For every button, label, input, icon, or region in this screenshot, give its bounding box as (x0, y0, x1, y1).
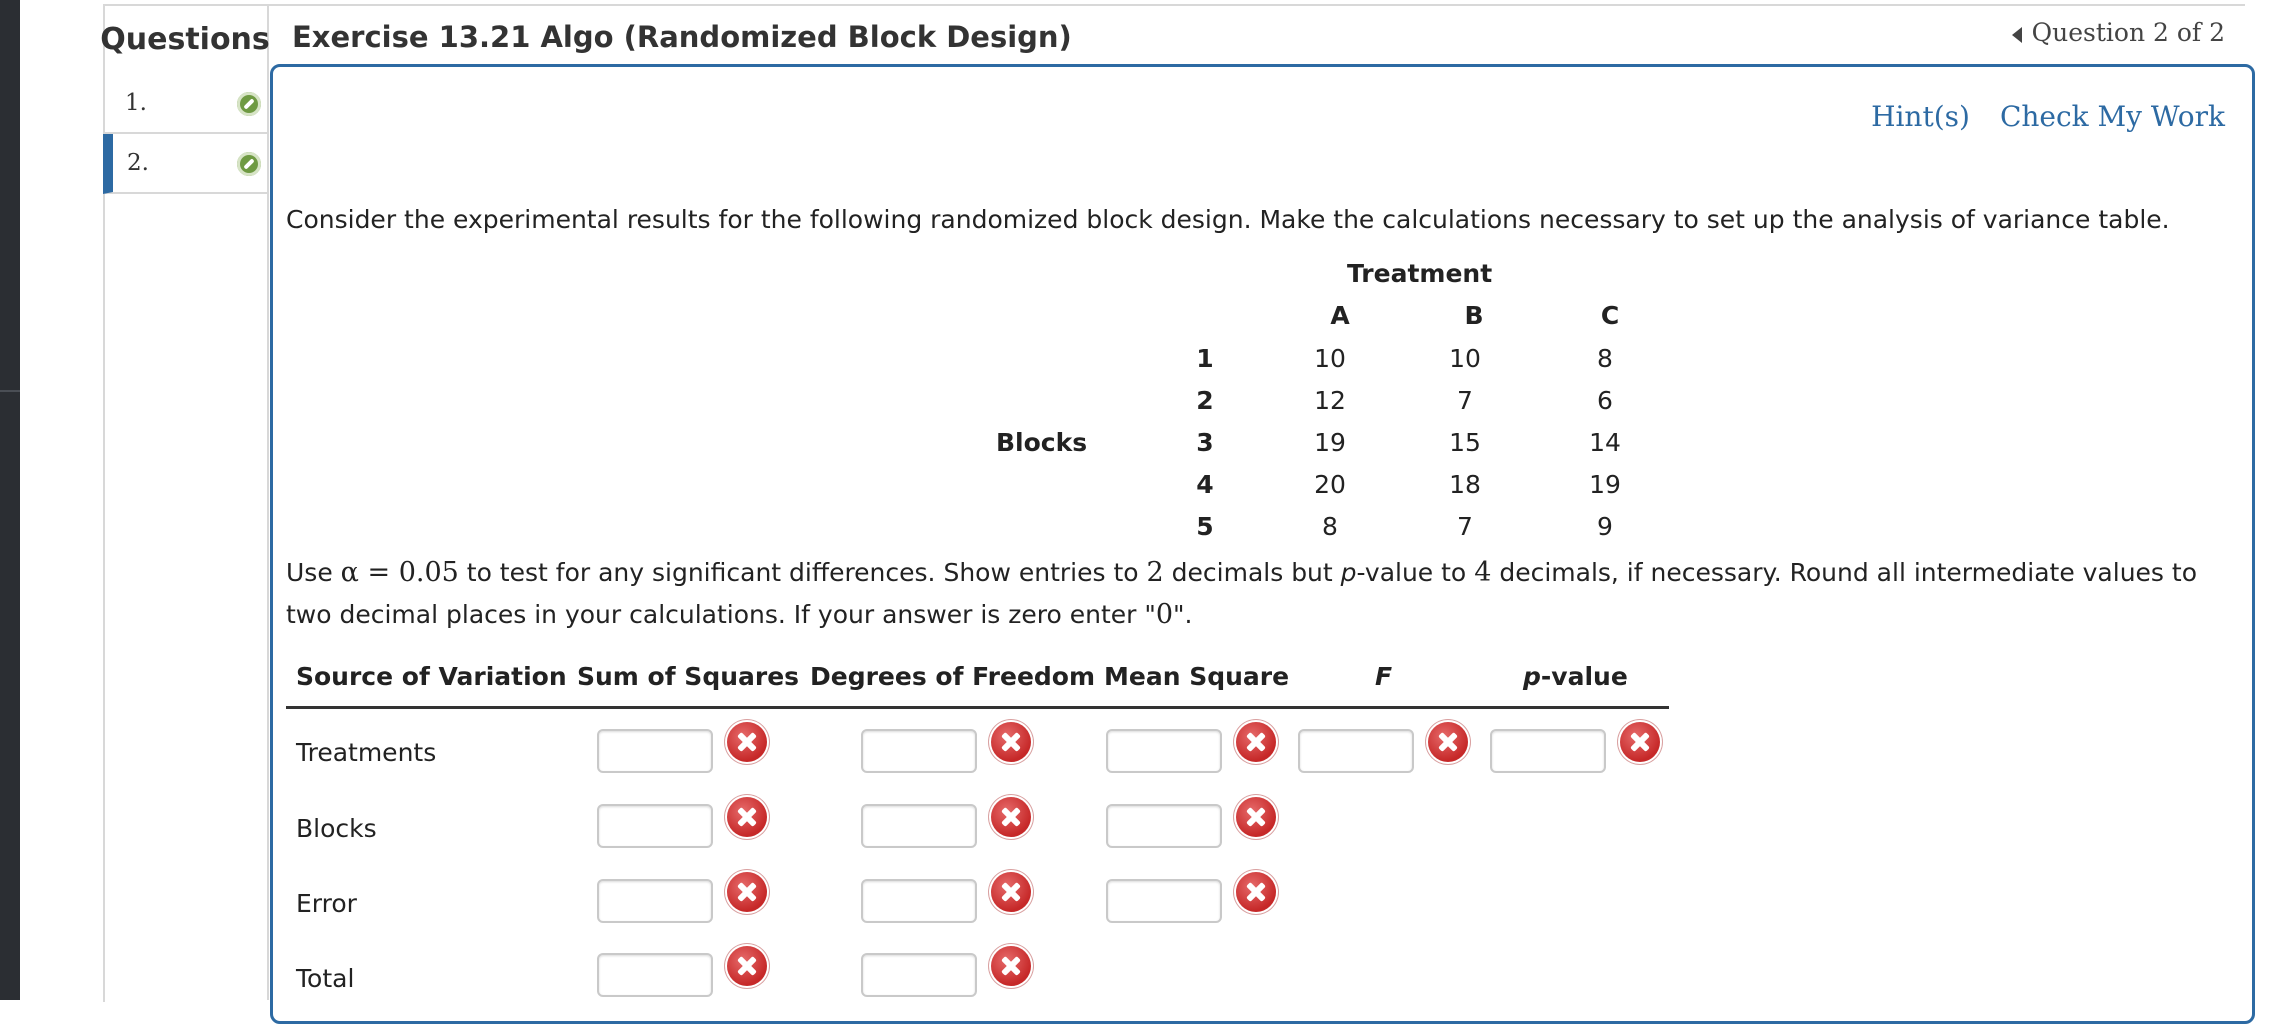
question-sidebar (103, 74, 269, 1000)
question-prompt: Consider the experimental results for the following randomized block design. Make the calculations necessary to set up the analysis of variance table. (286, 205, 2170, 234)
help-links (1841, 100, 2225, 133)
table-cell: 10 (1314, 344, 1346, 373)
table-cell: 10 (1449, 344, 1481, 373)
row-label-error: Error (296, 889, 357, 918)
blocks-ss-input[interactable] (597, 804, 713, 848)
block-number: 4 (1196, 470, 1214, 499)
question-list-item-1[interactable] (103, 74, 267, 134)
header-source: Source of Variation (296, 662, 567, 691)
incorrect-icon (727, 797, 767, 837)
completed-check-icon (237, 92, 261, 116)
table-cell: 9 (1597, 512, 1613, 541)
table-cell: 7 (1457, 512, 1473, 541)
error-ms-input[interactable] (1106, 879, 1222, 923)
treatments-ss-input[interactable] (597, 729, 713, 773)
treatment-header: Treatment (1347, 259, 1493, 288)
block-number: 2 (1196, 386, 1214, 415)
incorrect-icon (1620, 722, 1660, 762)
treatments-df-input[interactable] (861, 729, 977, 773)
table-cell: 19 (1589, 470, 1621, 499)
block-number: 5 (1196, 512, 1214, 541)
table-cell: 7 (1457, 386, 1473, 415)
incorrect-icon (991, 946, 1031, 986)
check-my-work-link[interactable]: Check My Work (1999, 100, 2225, 133)
blocks-ms-input[interactable] (1106, 804, 1222, 848)
total-ss-input[interactable] (597, 953, 713, 997)
question-list-item-2[interactable] (103, 134, 267, 194)
left-dark-bar (0, 0, 20, 1000)
incorrect-icon (991, 722, 1031, 762)
block-number: 3 (1196, 428, 1214, 457)
table-cell: 6 (1597, 386, 1613, 415)
incorrect-icon (991, 872, 1031, 912)
header-f: F (1375, 662, 1393, 691)
table-cell: 14 (1589, 428, 1621, 457)
row-label-blocks: Blocks (296, 814, 377, 843)
treatments-pvalue-input[interactable] (1490, 729, 1606, 773)
incorrect-icon (1236, 797, 1276, 837)
exercise-title: Exercise 13.21 Algo (Randomized Block Design) (292, 20, 1072, 54)
incorrect-icon (727, 722, 767, 762)
header-p-value: p-value (1523, 662, 1628, 691)
header-sum-of-squares: Sum of Squares (577, 662, 800, 691)
table-divider (286, 706, 1669, 709)
question-nav[interactable] (2012, 18, 2225, 47)
question-number: 1. (125, 90, 147, 116)
table-cell: 8 (1597, 344, 1613, 373)
error-ss-input[interactable] (597, 879, 713, 923)
incorrect-icon (1236, 872, 1276, 912)
table-cell: 15 (1449, 428, 1481, 457)
header-mean-square: Mean Square (1104, 662, 1290, 691)
question-number: 2. (127, 150, 149, 176)
questions-header: Questions (103, 4, 269, 74)
blocks-label: Blocks (996, 428, 1088, 457)
treatments-ms-input[interactable] (1106, 729, 1222, 773)
block-number: 1 (1196, 344, 1214, 373)
table-cell: 18 (1449, 470, 1481, 499)
table-cell: 20 (1314, 470, 1346, 499)
hints-link[interactable]: Hint(s) (1871, 100, 1970, 133)
row-label-total: Total (296, 964, 355, 993)
alpha-expression: α = 0.05 (340, 557, 459, 588)
incorrect-icon (727, 946, 767, 986)
error-df-input[interactable] (861, 879, 977, 923)
header-degrees-of-freedom: Degrees of Freedom (810, 662, 1096, 691)
instructions-text: Use α = 0.05 to test for any significant differences. Show entries to 2 decimals but p-value to 4 decimals, if necessary. Round all intermediate values to two decimal places in your calculations. If your answer is zero enter "0". (286, 557, 2197, 630)
column-header: A (1330, 301, 1350, 330)
table-cell: 12 (1314, 386, 1346, 415)
question-position: Question 2 of 2 (2031, 18, 2225, 47)
incorrect-icon (1236, 722, 1276, 762)
table-cell: 19 (1314, 428, 1346, 457)
incorrect-icon (1428, 722, 1468, 762)
treatments-f-input[interactable] (1298, 729, 1414, 773)
completed-check-icon (237, 152, 261, 176)
blocks-df-input[interactable] (861, 804, 977, 848)
incorrect-icon (727, 872, 767, 912)
column-header: C (1600, 301, 1620, 330)
column-header: B (1464, 301, 1484, 330)
previous-arrow-icon[interactable] (2012, 27, 2022, 43)
row-label-treatments: Treatments (296, 738, 437, 767)
total-df-input[interactable] (861, 953, 977, 997)
table-cell: 8 (1322, 512, 1338, 541)
incorrect-icon (991, 797, 1031, 837)
